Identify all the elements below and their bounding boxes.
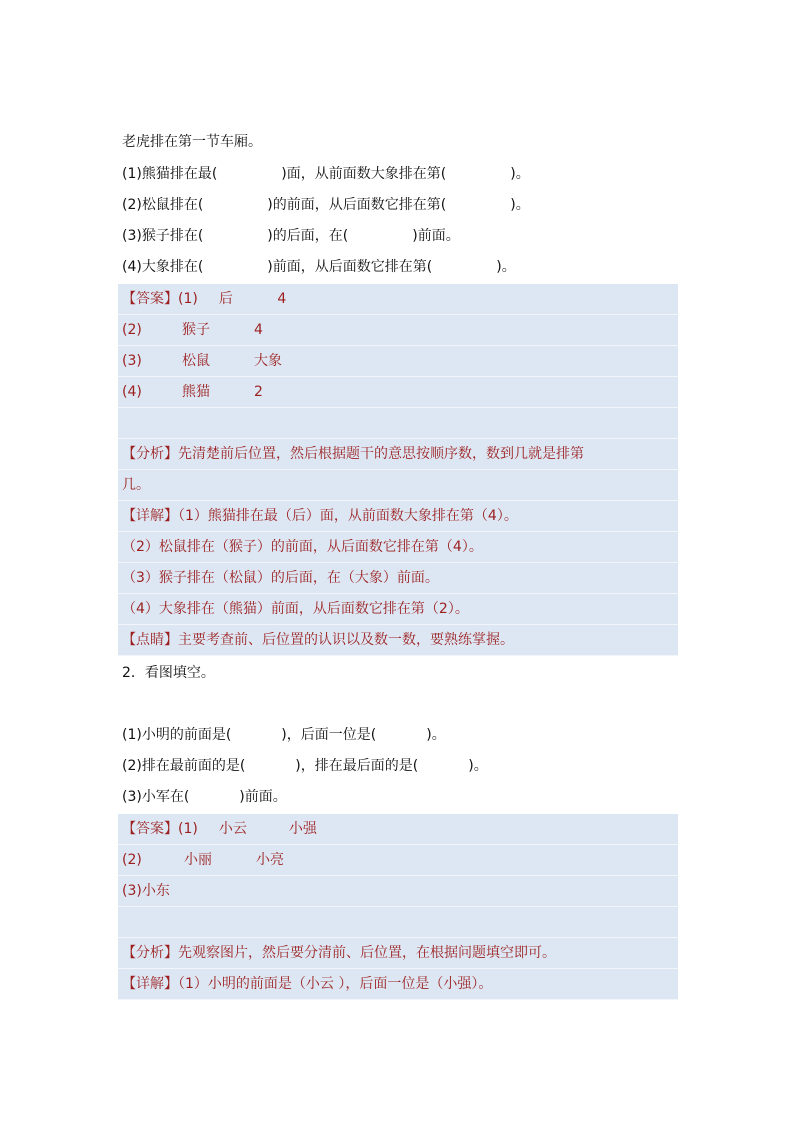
q2-item-2-pre: (2)排在最前面的是( (122, 758, 246, 774)
answer-a: 松鼠 (182, 353, 210, 369)
q1-item-2-post: )。 (510, 197, 530, 213)
q1-detail-row-2 (118, 532, 678, 563)
q1-detail-row-3 (118, 563, 678, 594)
q2-item-1 (118, 720, 678, 751)
q1-item-3-post: )前面。 (412, 228, 460, 244)
q1-item-4-pre: (4)大象排在( (122, 259, 204, 275)
q2-item-3-pre: (3)小军在( (122, 789, 190, 805)
q2-answer-row-3 (118, 876, 678, 907)
q2-answer-row-2 (118, 845, 678, 876)
q1-item-4-post: )。 (496, 259, 516, 275)
detail-text: （3）猴子排在（松鼠）的后面，在（大象）前面。 (122, 570, 439, 586)
answer-b: 小亮 (256, 852, 284, 868)
q1-detail-row-1 (118, 501, 678, 532)
answer-num: (4) (122, 384, 142, 400)
q1-item-4 (118, 252, 678, 283)
q1-item-3-pre: (3)猴子排在( (122, 228, 204, 244)
answer-a: 小云 (218, 821, 247, 837)
q1-item-1-post: )。 (510, 166, 530, 182)
answer-a: 熊猫 (182, 384, 210, 400)
q2-item-1-mid: )，后面一位是( (281, 727, 377, 743)
q2-item-3-post: )前面。 (239, 789, 287, 805)
comment-label: 【点睛】 (122, 632, 178, 648)
detail-label: 【详解】 (122, 508, 178, 524)
q1-item-2 (118, 190, 678, 221)
q1-item-2-pre: (2)松鼠排在( (122, 197, 204, 213)
q2-item-1-post: )。 (426, 727, 446, 743)
q2-item-2-post: )。 (468, 758, 488, 774)
q1-analysis-row-2 (118, 470, 678, 501)
q2-item-1-pre: (1)小明的前面是( (122, 727, 232, 743)
analysis-text: 先清楚前后位置，然后根据题干的意思按顺序数，数到几就是排第 (178, 446, 584, 462)
q1-item-3 (118, 221, 678, 252)
answer-num: (1) (178, 291, 198, 307)
answer-num: (2) (122, 852, 142, 868)
q1-item-1 (118, 159, 678, 190)
comment-text: 主要考查前、后位置的认识以及数一数，要熟练掌握。 (178, 632, 514, 648)
q1-detail-row-4 (118, 594, 678, 625)
answer-b: 4 (277, 291, 287, 307)
answer-a: 小丽 (184, 852, 212, 868)
answer-label: 【答案】 (122, 291, 178, 307)
detail-text: （1）小明的前面是（小云 ），后面一位是（小强）。 (178, 976, 493, 992)
q2-title (118, 658, 678, 689)
q1-answer-row-4 (118, 377, 678, 408)
q1-item-1-mid: )面，从前面数大象排在第( (281, 166, 447, 182)
q1-item-1-pre: (1)熊猫排在最( (122, 166, 218, 182)
answer-num: (2) (122, 322, 142, 338)
answer-a: 猴子 (182, 322, 210, 338)
detail-text: （2）松鼠排在（猴子）的前面，从后面数它排在第（4）。 (122, 539, 483, 555)
answer-label: 【答案】 (122, 821, 178, 837)
q1-answer-row-1 (118, 284, 678, 315)
q1-answer-empty-row (118, 408, 678, 439)
analysis-label: 【分析】 (122, 945, 178, 961)
detail-text: （1）熊猫排在最（后）面，从前面数大象排在第（4）。 (178, 508, 518, 524)
q1-item-3-mid: )的后面，在( (267, 228, 349, 244)
q2-item-2 (118, 751, 678, 782)
answer-b: 小强 (288, 821, 317, 837)
q2-analysis-row (118, 938, 678, 969)
answer-num: (3) (122, 353, 142, 369)
q1-intro-text: 老虎排在第一节车厢。 (122, 134, 262, 150)
analysis-label: 【分析】 (122, 446, 178, 462)
q1-item-4-mid: )前面，从后面数它排在第( (267, 259, 433, 275)
q1-comment-row (118, 625, 678, 656)
answer-a: 后 (218, 291, 233, 307)
answer-b: 2 (254, 384, 263, 400)
q1-analysis-row-1 (118, 439, 678, 470)
answer-3: (3)小东 (122, 883, 170, 899)
detail-label: 【详解】 (122, 976, 178, 992)
q2-answer-empty-row (118, 907, 678, 938)
q1-intro (118, 127, 678, 158)
answer-b: 大象 (254, 353, 282, 369)
q2-detail-row (118, 969, 678, 1000)
q1-item-2-mid: )的前面，从后面数它排在第( (267, 197, 447, 213)
answer-b: 4 (254, 322, 263, 338)
analysis-text: 先观察图片，然后要分清前、后位置，在根据问题填空即可。 (178, 945, 556, 961)
answer-num: (1) (178, 821, 198, 837)
q2-title-text: 2．看图填空。 (122, 665, 215, 681)
q1-answer-row-3 (118, 346, 678, 377)
q2-item-3 (118, 782, 678, 813)
analysis-text-cont: 几。 (122, 477, 150, 493)
q1-answer-row-2 (118, 315, 678, 346)
q2-answer-row-1 (118, 814, 678, 845)
detail-text: （4）大象排在（熊猫）前面，从后面数它排在第（2）。 (122, 601, 469, 617)
q2-item-2-mid: )，排在最后面的是( (295, 758, 419, 774)
